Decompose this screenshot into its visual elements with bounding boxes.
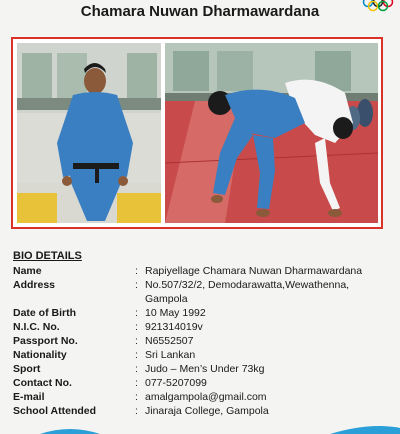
bio-colon: : [135, 307, 138, 319]
bio-label: E-mail [13, 391, 45, 403]
bio-label: Name [13, 265, 42, 277]
judo-action-photo [165, 43, 378, 223]
bio-label: Address [13, 279, 56, 291]
bio-colon: : [135, 377, 138, 389]
bio-colon: : [135, 349, 138, 361]
bio-colon: : [135, 335, 138, 347]
bio-heading: BIO DETAILS [13, 250, 82, 262]
bio-row-nationality [13, 348, 385, 362]
bio-value: amalgampola@gmail.com [145, 391, 267, 403]
bio-value: Rapiyellage Chamara Nuwan Dharmawardana [145, 265, 363, 277]
bio-row-school [13, 404, 385, 418]
bio-row-address [13, 278, 385, 306]
athlete-portrait-photo [17, 43, 161, 223]
bio-row-name [13, 264, 385, 278]
bio-colon: : [135, 321, 138, 333]
bio-row-passport [13, 334, 385, 348]
decorative-arc [0, 420, 400, 434]
bio-value: Jinaraja College, Gampola [145, 405, 269, 417]
bio-colon: : [135, 279, 138, 291]
bio-details-table [13, 264, 385, 418]
bio-colon: : [135, 363, 138, 375]
bio-label: Sport [13, 363, 41, 375]
bio-row-dob [13, 306, 385, 320]
bio-value: 077-5207099 [145, 377, 207, 389]
bio-label: Contact No. [13, 377, 72, 389]
photo-frame [11, 37, 383, 229]
bio-value: Judo – Men’s Under 73kg [145, 363, 265, 375]
bio-colon: : [135, 265, 138, 277]
bio-value: 10 May 1992 [145, 307, 206, 319]
bio-value: 921314019v [145, 321, 203, 333]
bio-colon: : [135, 405, 138, 417]
olympic-rings-icon [362, 0, 398, 12]
bio-label: Date of Birth [13, 307, 76, 319]
bio-colon: : [135, 391, 138, 403]
bio-label: Nationality [13, 349, 67, 361]
bio-label: N.I.C. No. [13, 321, 60, 333]
page-title: Chamara Nuwan Dharmawardana [80, 3, 320, 20]
bio-row-sport [13, 362, 385, 376]
bio-value: No.507/32/2, Demodarawatta,Wewathenna, Gampola [145, 279, 350, 305]
bio-row-contact [13, 376, 385, 390]
bio-value: N6552507 [145, 335, 194, 347]
bio-value: Sri Lankan [145, 349, 196, 361]
bio-label: Passport No. [13, 335, 78, 347]
bio-row-email [13, 390, 385, 404]
bio-row-nic [13, 320, 385, 334]
bio-label: School Attended [13, 405, 97, 417]
